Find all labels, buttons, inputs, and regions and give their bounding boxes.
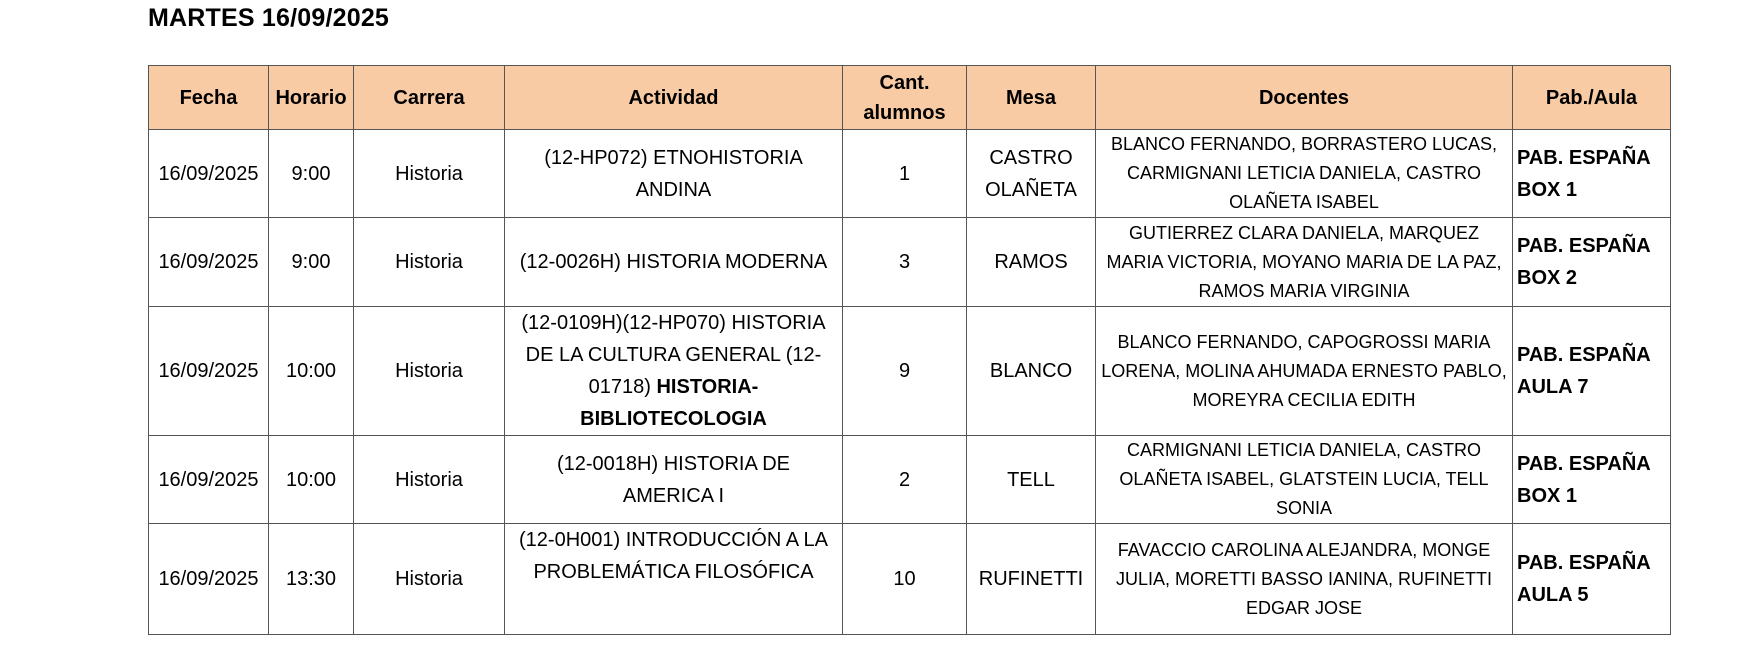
cell-horario: 10:00 [269,436,354,524]
cell-cant-alumnos: 3 [843,218,967,307]
header-carrera: Carrera [354,66,505,130]
cell-pab-aula: PAB. ESPAÑA BOX 2 [1513,218,1671,307]
header-pab-aula: Pab./Aula [1513,66,1671,130]
header-cant-alumnos: Cant. alumnos [843,66,967,130]
table-row [149,307,1671,436]
cell-carrera: Historia [354,436,505,524]
cell-cant-alumnos: 2 [843,436,967,524]
cell-horario: 9:00 [269,130,354,218]
cell-actividad: (12-HP072) ETNOHISTORIA ANDINA [505,130,843,218]
cell-carrera: Historia [354,218,505,307]
table-row [149,130,1671,218]
cell-docentes: CARMIGNANI LETICIA DANIELA, CASTRO OLAÑETA ISABEL, GLATSTEIN LUCIA, TELL SONIA [1096,436,1513,524]
activity-bold-text: HISTORIA-BIBLIOTECOLOGIA [580,376,767,430]
cell-horario: 9:00 [269,218,354,307]
cell-actividad: (12-0018H) HISTORIA DE AMERICA I [505,436,843,524]
cell-actividad: (12-0026H) HISTORIA MODERNA [505,218,843,307]
cell-cant-alumnos: 1 [843,130,967,218]
cell-fecha: 16/09/2025 [149,218,269,307]
cell-carrera: Historia [354,307,505,436]
header-horario: Horario [269,66,354,130]
cell-actividad: (12-0H001) INTRODUCCIÓN A LA PROBLEMÁTICA FILOSÓFICA [505,524,843,635]
table-row [149,524,1671,635]
header-row [149,66,1671,130]
cell-docentes: GUTIERREZ CLARA DANIELA, MARQUEZ MARIA VICTORIA, MOYANO MARIA DE LA PAZ, RAMOS MARIA VIRGINIA [1096,218,1513,307]
header-docentes: Docentes [1096,66,1513,130]
cell-carrera: Historia [354,130,505,218]
table-row [149,436,1671,524]
header-mesa: Mesa [967,66,1096,130]
cell-mesa: TELL [967,436,1096,524]
cell-pab-aula: PAB. ESPAÑA AULA 7 [1513,307,1671,436]
cell-fecha: 16/09/2025 [149,436,269,524]
cell-fecha: 16/09/2025 [149,130,269,218]
cell-pab-aula: PAB. ESPAÑA AULA 5 [1513,524,1671,635]
cell-fecha: 16/09/2025 [149,524,269,635]
cell-cant-alumnos: 10 [843,524,967,635]
cell-mesa: RAMOS [967,218,1096,307]
cell-docentes: BLANCO FERNANDO, CAPOGROSSI MARIA LORENA, MOLINA AHUMADA ERNESTO PABLO, MOREYRA CECILIA EDITH [1096,307,1513,436]
table-row [149,218,1671,307]
cell-horario: 10:00 [269,307,354,436]
cell-actividad [505,307,843,436]
cell-horario: 13:30 [269,524,354,635]
cell-carrera: Historia [354,524,505,635]
header-fecha: Fecha [149,66,269,130]
header-actividad: Actividad [505,66,843,130]
cell-pab-aula: PAB. ESPAÑA BOX 1 [1513,130,1671,218]
cell-mesa: BLANCO [967,307,1096,436]
cell-docentes: FAVACCIO CAROLINA ALEJANDRA, MONGE JULIA, MORETTI BASSO IANINA, RUFINETTI EDGAR JOSE [1096,524,1513,635]
exam-schedule-table [148,65,1671,635]
cell-docentes: BLANCO FERNANDO, BORRASTERO LUCAS, CARMIGNANI LETICIA DANIELA, CASTRO OLAÑETA ISABEL [1096,130,1513,218]
cell-pab-aula: PAB. ESPAÑA BOX 1 [1513,436,1671,524]
page-title: MARTES 16/09/2025 [148,4,390,32]
activity-text: (12-0109H)(12-HP070) HISTORIA DE LA CULTURA GENERAL (12-01718) [521,312,826,398]
cell-mesa: RUFINETTI [967,524,1096,635]
cell-fecha: 16/09/2025 [149,307,269,436]
cell-cant-alumnos: 9 [843,307,967,436]
cell-mesa: CASTRO OLAÑETA [967,130,1096,218]
